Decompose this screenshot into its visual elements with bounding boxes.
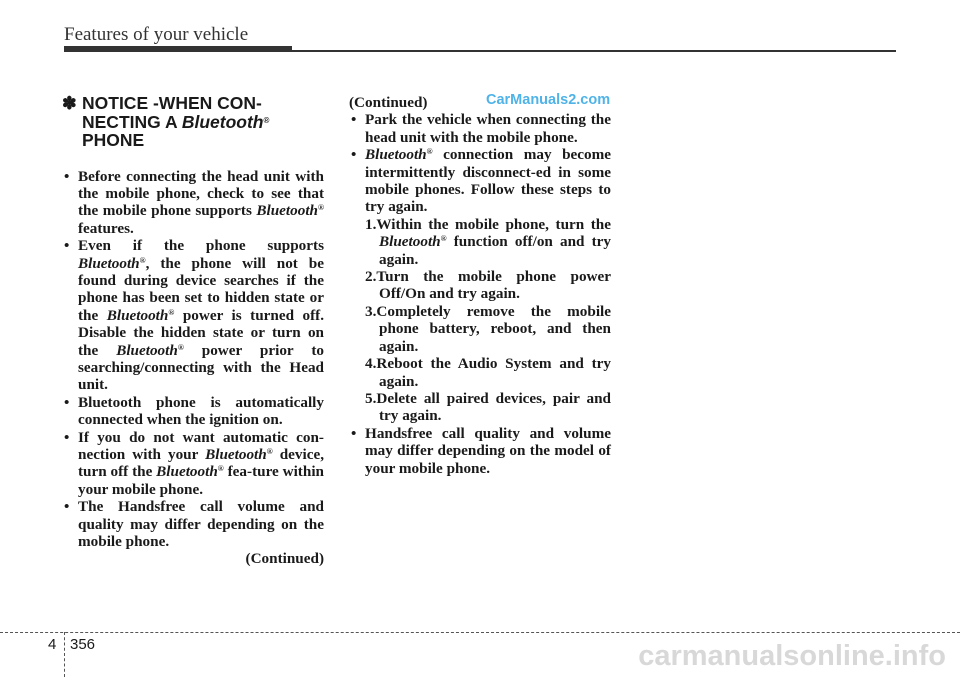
steps-list	[349, 216, 611, 425]
step-item: 5.Delete all paired devices, pair and try again.	[365, 389, 611, 425]
list-item	[62, 168, 324, 238]
right-column	[349, 94, 611, 477]
chapter-number: 4	[48, 636, 57, 653]
bluetooth-term: Bluetooth	[106, 306, 169, 324]
notice-reg-mark: ®	[263, 115, 270, 125]
left-column	[62, 94, 324, 568]
step-text: function off/on and try again.	[379, 233, 611, 268]
notice-bluetooth: Bluetooth	[181, 111, 264, 132]
bullet-text: connection may become intermittently disconnect-ed in some mobile phones. Follow these steps to try again.	[365, 146, 611, 216]
step-text: 1.Within the mobile phone, turn the	[365, 215, 611, 233]
bullet-text: Before connecting the head unit with the mobile phone, check to see that the mobile phone supports	[78, 167, 324, 220]
step-item: 4.Reboot the Audio System and try again.	[365, 355, 611, 390]
list-item: • The Handsfree call volume and quality may differ depending on the mobile phone.	[62, 498, 324, 550]
list-item: • Park the vehicle when connecting the head unit with the mobile phone.	[349, 111, 611, 146]
notice-line-3: PHONE	[82, 130, 145, 150]
step-item: 2.Turn the mobile phone power Off/On and try again.	[365, 268, 611, 303]
bullet-text: power prior to searching/connecting with the Head unit.	[78, 341, 324, 394]
reg-mark: ®	[426, 147, 433, 157]
notice-line-2-text: NECTING A	[82, 111, 182, 132]
notice-line-1: NOTICE -WHEN CON-	[82, 93, 262, 113]
bullet-text: , the phone will not be found during device searches if the phone has been set to hidden state or the	[78, 254, 324, 324]
reg-mark: ®	[440, 234, 447, 244]
footer-watermark: carmanualsonline.info	[638, 640, 946, 672]
bluetooth-term: Bluetooth	[205, 446, 267, 463]
bluetooth-term: Bluetooth	[365, 146, 427, 164]
reg-mark: ®	[177, 342, 184, 352]
list-item	[62, 237, 324, 394]
bluetooth-term: Bluetooth	[116, 341, 178, 359]
bluetooth-term: Bluetooth	[78, 254, 140, 272]
watermark-logo: CarManuals2.com	[486, 92, 611, 108]
continued-label: (Continued)	[349, 94, 428, 111]
bullet-text: If you do not want automatic con-nection with your	[78, 428, 324, 463]
bullet-text: Even if the phone supports	[78, 237, 324, 255]
list-item	[349, 146, 611, 425]
list-item	[62, 429, 324, 499]
bullet-text: power is turned off. Disable the hidden state or turn on the	[78, 306, 324, 359]
right-bullet-list	[349, 111, 611, 477]
bluetooth-term: Bluetooth	[379, 233, 441, 251]
page-number: 356	[70, 636, 96, 653]
left-bullet-list	[62, 168, 324, 551]
header-rule	[64, 50, 896, 52]
notice-line-2	[62, 113, 324, 132]
notice-star-icon: ✽	[62, 93, 77, 113]
reg-mark: ®	[168, 307, 175, 317]
step-item: 3.Completely remove the mobile phone battery, reboot, and then again.	[365, 302, 611, 355]
list-item: • Bluetooth phone is automatically connected when the ignition on.	[62, 394, 324, 429]
footer-rule	[0, 632, 960, 633]
reg-mark: ®	[139, 255, 146, 265]
reg-mark: ®	[266, 447, 273, 456]
page-header-title: Features of your vehicle	[64, 24, 249, 45]
reg-mark: ®	[217, 464, 224, 474]
bullet-text: features.	[78, 219, 134, 237]
bullet-text: fea-ture within your mobile phone.	[78, 463, 324, 498]
step-item	[365, 216, 611, 268]
bluetooth-term: Bluetooth	[256, 202, 319, 220]
bullet-text: device, turn off the	[78, 446, 324, 481]
continued-label: (Continued)	[245, 550, 324, 568]
list-item: • Handsfree call quality and volume may differ depending on the model of your mobile phone.	[349, 425, 611, 477]
notice-heading	[62, 94, 324, 150]
reg-mark: ®	[318, 203, 324, 213]
footer-divider	[64, 632, 65, 677]
bluetooth-term: Bluetooth	[156, 463, 218, 481]
